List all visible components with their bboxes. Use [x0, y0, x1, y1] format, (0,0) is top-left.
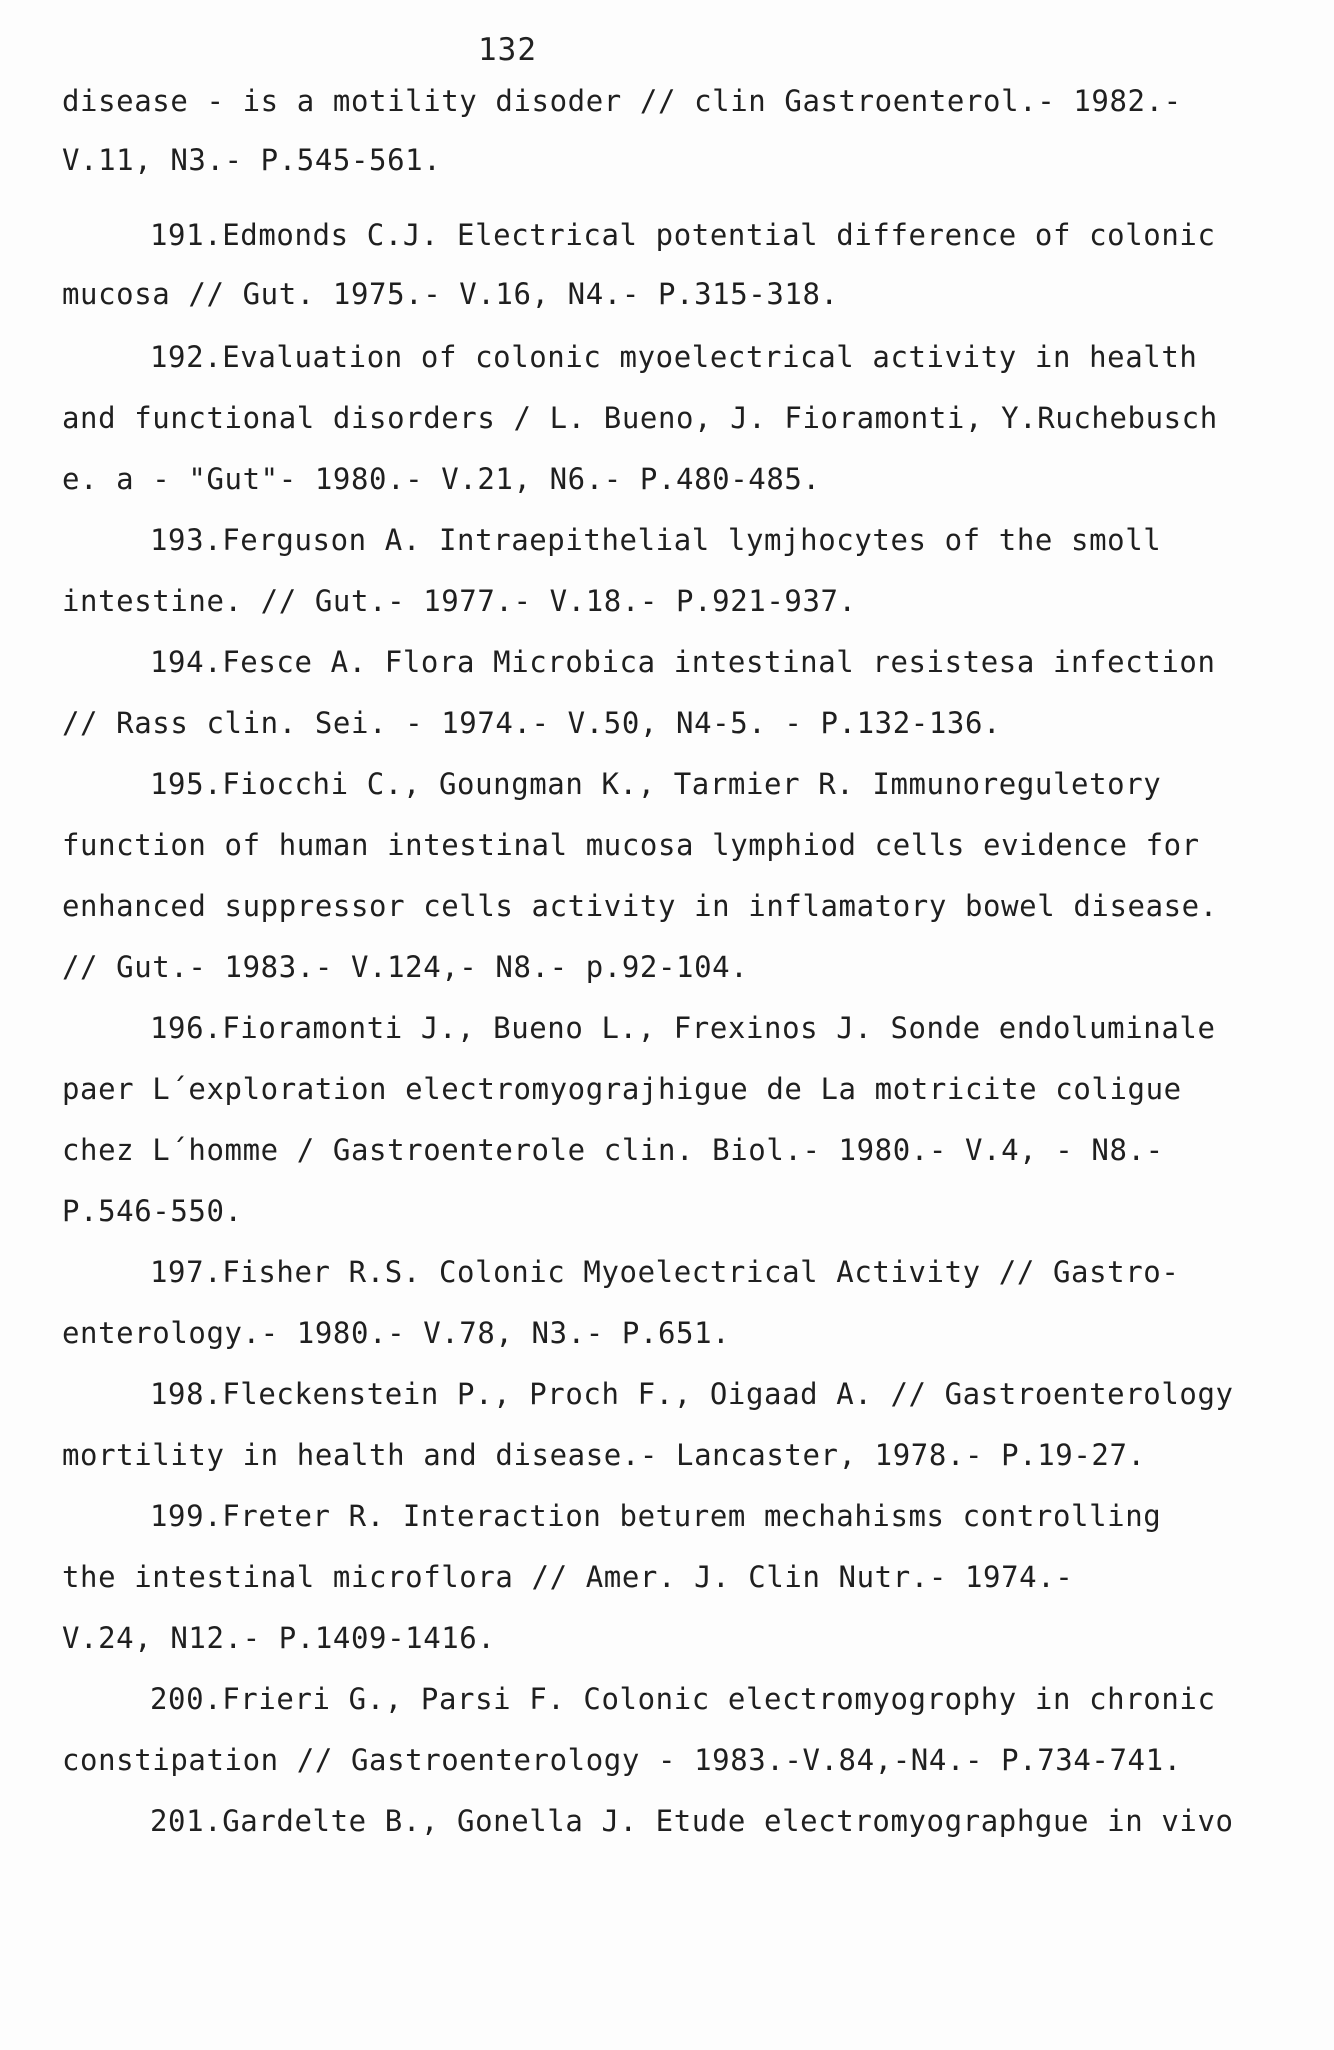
- reference-entry-191: 191.Edmonds C.J. Electrical potential difference of colonic: [150, 218, 1216, 252]
- text-line: // Rass clin. Sei. - 1974.- V.50, N4-5. - P.132-136.: [62, 706, 1002, 740]
- reference-entry-199: 199.Freter R. Interaction beturem mechahisms controlling: [150, 1499, 1162, 1533]
- text-line: enhanced suppressor cells activity in inflamatory bowel disease.: [62, 889, 1218, 923]
- text-line: // Gut.- 1983.- V.124,- N8.- p.92-104.: [62, 950, 749, 984]
- text-line: the intestinal microflora // Amer. J. Clin Nutr.- 1974.-: [62, 1560, 1074, 1594]
- reference-entry-193: 193.Ferguson A. Intraepithelial lymjhocytes of the smoll: [150, 523, 1162, 557]
- text-line: e. a - "Gut"- 1980.- V.21, N6.- P.480-485.: [62, 462, 821, 496]
- text-line: paer L´exploration electromyograjhigue de La motricite coligue: [62, 1072, 1182, 1106]
- text-line: constipation // Gastroenterology - 1983.-V.84,-N4.- P.734-741.: [62, 1743, 1182, 1777]
- text-line: chez L´homme / Gastroenterole clin. Biol.- 1980.- V.4, - N8.-: [62, 1133, 1164, 1167]
- text-line: V.24, N12.- P.1409-1416.: [62, 1621, 496, 1655]
- reference-entry-201: 201.Gardelte B., Gonella J. Etude electromyographgue in vivo: [150, 1804, 1234, 1838]
- reference-entry-192: 192.Evaluation of colonic myoelectrical activity in health: [150, 340, 1198, 374]
- reference-entry-200: 200.Frieri G., Parsi F. Colonic electromyogrophy in chronic: [150, 1682, 1216, 1716]
- text-line: disease - is a motility disoder // clin Gastroenterol.- 1982.-: [62, 84, 1182, 118]
- text-line: V.11, N3.- P.545-561.: [62, 143, 442, 177]
- reference-entry-196: 196.Fioramonti J., Bueno L., Frexinos J. Sonde endoluminale: [150, 1011, 1216, 1045]
- reference-entry-197: 197.Fisher R.S. Colonic Myoelectrical Activity // Gastro-: [150, 1255, 1180, 1289]
- text-line: enterology.- 1980.- V.78, N3.- P.651.: [62, 1316, 731, 1350]
- text-line: intestine. // Gut.- 1977.- V.18.- P.921-937.: [62, 584, 857, 618]
- text-line: mucosa // Gut. 1975.- V.16, N4.- P.315-318.: [62, 277, 839, 311]
- text-line: and functional disorders / L. Bueno, J. Fioramonti, Y.Ruchebusch: [62, 401, 1218, 435]
- reference-entry-195: 195.Fiocchi C., Goungman K., Tarmier R. Immunoreguletory: [150, 767, 1162, 801]
- reference-entry-194: 194.Fesce A. Flora Microbica intestinal resistesa infection: [150, 645, 1216, 679]
- text-line: mortility in health and disease.- Lancaster, 1978.- P.19-27.: [62, 1438, 1146, 1472]
- text-line: function of human intestinal mucosa lymphiod cells evidence for: [62, 828, 1200, 862]
- text-line: P.546-550.: [62, 1194, 243, 1228]
- page-number: 132: [478, 32, 537, 68]
- reference-entry-198: 198.Fleckenstein P., Proch F., Oigaad A. // Gastroenterology: [150, 1377, 1234, 1411]
